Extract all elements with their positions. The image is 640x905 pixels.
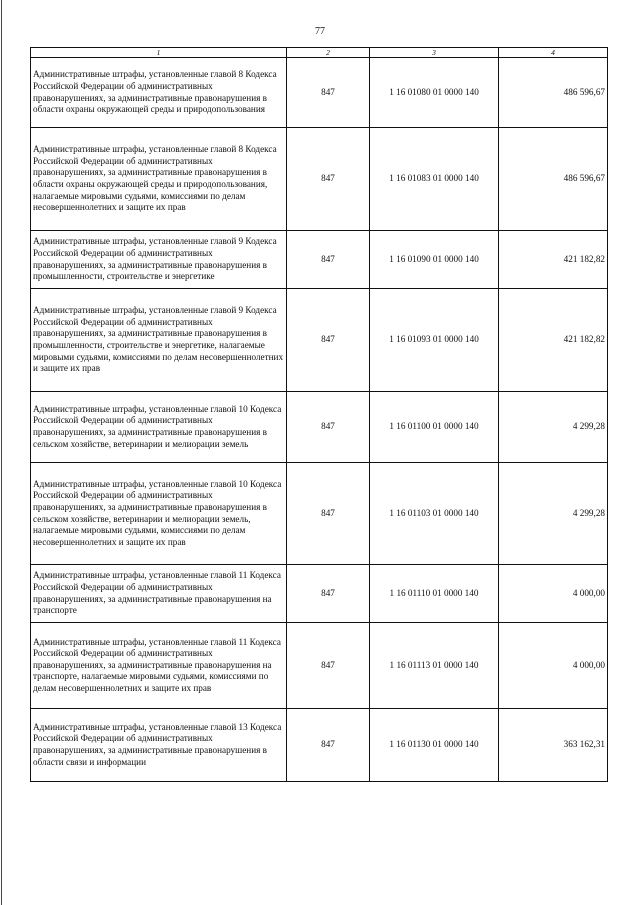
row-budget-code: 1 16 01083 01 0000 140 <box>370 128 499 231</box>
row-name: Административные штрафы, установленные главой 11 Кодекса Российской Федерации об административных правонарушениях, за административные правонарушения на транспорте, налагаемые мировыми судьями, комиссиями по делам несовершеннолетних и защите их прав <box>31 623 287 709</box>
row-amount: 486 596,67 <box>499 128 608 231</box>
row-admin-code: 847 <box>287 565 370 623</box>
row-name: Административные штрафы, установленные главой 9 Кодекса Российской Федерации об административных правонарушениях, за административные правонарушения в промышленности, строительстве и энергетике <box>31 231 287 289</box>
table-row <box>31 58 608 128</box>
row-admin-code: 847 <box>287 709 370 782</box>
budget-table <box>30 47 608 782</box>
row-budget-code: 1 16 01100 01 0000 140 <box>370 392 499 463</box>
row-admin-code: 847 <box>287 463 370 565</box>
row-name: Административные штрафы, установленные главой 8 Кодекса Российской Федерации об административных правонарушениях, за административные правонарушения в области охраны окружающей среды и природопользования, налагаемые мировыми судьями, комиссиями по делам несовершеннолетних и защите их прав <box>31 128 287 231</box>
row-admin-code: 847 <box>287 231 370 289</box>
row-admin-code: 847 <box>287 623 370 709</box>
row-budget-code: 1 16 01103 01 0000 140 <box>370 463 499 565</box>
table-row <box>31 289 608 392</box>
row-amount: 363 162,31 <box>499 709 608 782</box>
header-row <box>31 48 608 58</box>
table-row <box>31 565 608 623</box>
row-amount: 4 000,00 <box>499 565 608 623</box>
row-name: Административные штрафы, установленные главой 10 Кодекса Российской Федерации об административных правонарушениях, за административные правонарушения в сельском хозяйстве, ветеринарии и мелиорации земель, налагаемые мировыми судьями, комиссиями по делам несовершеннолетних и защите их прав <box>31 463 287 565</box>
row-amount: 4 299,28 <box>499 392 608 463</box>
row-name: Административные штрафы, установленные главой 10 Кодекса Российской Федерации об административных правонарушениях, за административные правонарушения в сельском хозяйстве, ветеринарии и мелиорации земель <box>31 392 287 463</box>
row-amount: 4 299,28 <box>499 463 608 565</box>
row-budget-code: 1 16 01130 01 0000 140 <box>370 709 499 782</box>
row-budget-code: 1 16 01090 01 0000 140 <box>370 231 499 289</box>
row-budget-code: 1 16 01093 01 0000 140 <box>370 289 499 392</box>
row-amount: 421 182,82 <box>499 231 608 289</box>
row-budget-code: 1 16 01110 01 0000 140 <box>370 565 499 623</box>
row-budget-code: 1 16 01113 01 0000 140 <box>370 623 499 709</box>
row-name: Административные штрафы, установленные главой 9 Кодекса Российской Федерации об административных правонарушениях, за административные правонарушения в промышленности, строительстве и энергетике, налагаемые мировыми судьями, комиссиями по делам несовершеннолетних и защите их прав <box>31 289 287 392</box>
row-name: Административные штрафы, установленные главой 11 Кодекса Российской Федерации об административных правонарушениях, за административные правонарушения на транспорте <box>31 565 287 623</box>
table-row <box>31 231 608 289</box>
row-amount: 4 000,00 <box>499 623 608 709</box>
row-admin-code: 847 <box>287 128 370 231</box>
row-amount: 421 182,82 <box>499 289 608 392</box>
header-col-3: 3 <box>370 48 499 58</box>
row-budget-code: 1 16 01080 01 0000 140 <box>370 58 499 128</box>
page-number: 77 <box>315 26 325 37</box>
table-row <box>31 623 608 709</box>
row-admin-code: 847 <box>287 289 370 392</box>
table-row <box>31 463 608 565</box>
row-admin-code: 847 <box>287 58 370 128</box>
row-amount: 486 596,67 <box>499 58 608 128</box>
row-admin-code: 847 <box>287 392 370 463</box>
header-col-2: 2 <box>287 48 370 58</box>
row-name: Административные штрафы, установленные главой 13 Кодекса Российской Федерации об административных правонарушениях, за административные правонарушения в области связи и информации <box>31 709 287 782</box>
header-col-4: 4 <box>499 48 608 58</box>
scan-left-edge-line <box>1 0 2 905</box>
table-body <box>31 58 608 782</box>
row-name: Административные штрафы, установленные главой 8 Кодекса Российской Федерации об административных правонарушениях, за административные правонарушения в области охраны окружающей среды и природопользования <box>31 58 287 128</box>
header-col-1: 1 <box>31 48 287 58</box>
table-row <box>31 392 608 463</box>
table-row <box>31 709 608 782</box>
table-header <box>31 48 608 58</box>
table-row <box>31 128 608 231</box>
